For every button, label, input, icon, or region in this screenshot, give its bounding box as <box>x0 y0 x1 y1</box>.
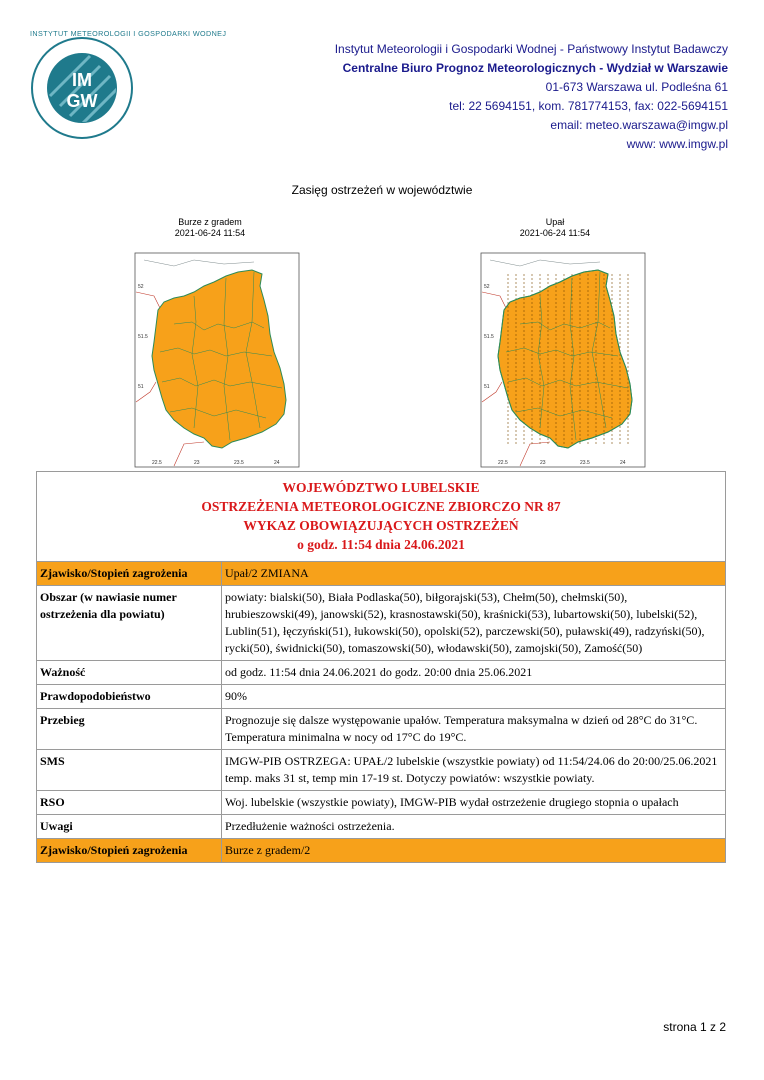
imgw-logo <box>30 29 227 140</box>
email-line: email: meteo.warszawa@imgw.pl <box>550 118 728 132</box>
table-row <box>37 815 726 839</box>
table-row <box>37 586 726 661</box>
department-name: Centralne Biuro Prognoz Meteorologicznych - Wydział w Warszawie <box>342 61 728 75</box>
map-caption-heat <box>480 217 630 239</box>
section-title: Zasięg ostrzeżeń w województwie <box>291 183 473 197</box>
map-title: Burze z gradem <box>178 217 242 227</box>
row-value: powiaty: bialski(50), Biała Podlaska(50), biłgorajski(53), Chełm(50), chełmski(50), hrubieszowski(49), janowski(52), krasnostawski(50), kraśnicki(53), lubartowski(50), lubelski(52), Lublin(51), łęczyński(51), łukowski(50), opolski(52), parczewski(50), puławski(49), radzyński(50), rycki(50), świdnicki(50), tomaszowski(50), włodawski(50), zamojski(50), Zamość(50) <box>222 586 726 661</box>
row-value: Upał/2 ZMIANA <box>222 562 726 586</box>
row-label: Przebieg <box>37 709 222 750</box>
row-label: Ważność <box>37 661 222 685</box>
row-label: SMS <box>37 750 222 791</box>
table-heading <box>37 472 726 562</box>
institute-header <box>208 40 728 154</box>
row-label: Zjawisko/Stopień zagrożenia <box>37 839 222 863</box>
list-title: WYKAZ OBOWIĄZUJĄCYCH OSTRZEŻEŃ <box>243 518 519 533</box>
table-row <box>37 709 726 750</box>
x-tick-label: 23.5 <box>234 460 244 466</box>
y-tick-label: 51.5 <box>484 334 494 340</box>
row-value: Burze z gradem/2 <box>222 839 726 863</box>
x-tick-label: 24 <box>274 460 280 466</box>
y-tick-label: 52 <box>484 284 490 290</box>
x-tick-label: 24 <box>620 460 626 466</box>
warnings-table <box>36 471 726 863</box>
x-tick-label: 22.5 <box>152 460 162 466</box>
page-number: strona 1 z 2 <box>663 1020 726 1034</box>
table-row <box>37 791 726 815</box>
row-label: Uwagi <box>37 815 222 839</box>
bulletin-number: OSTRZEŻENIA METEOROLOGICZNE ZBIORCZO NR 87 <box>201 499 561 514</box>
region-name: WOJEWÓDZTWO LUBELSKIE <box>282 480 480 495</box>
warning-map-hail <box>134 252 300 472</box>
row-value: Woj. lubelskie (wszystkie powiaty), IMGW-PIB wydał ostrzeżenie drugiego stopnia o upałach <box>222 791 726 815</box>
row-value: Prognozuje się dalsze występowanie upałów. Temperatura maksymalna w dzień od 28°C do 31°C. Temperatura minimalna w nocy od 17°C do 19°C. <box>222 709 726 750</box>
table-row <box>37 661 726 685</box>
map-date: 2021-06-24 11:54 <box>174 228 246 238</box>
y-tick-label: 51.5 <box>138 334 148 340</box>
row-value: 90% <box>222 685 726 709</box>
y-tick-label: 51 <box>138 384 144 390</box>
row-value: Przedłużenie ważności ostrzeżenia. <box>222 815 726 839</box>
row-label: Prawdopodobieństwo <box>37 685 222 709</box>
institute-name: Instytut Meteorologii i Gospodarki Wodnej - Państwowy Instytut Badawczy <box>334 42 728 56</box>
row-label: Zjawisko/Stopień zagrożenia <box>37 562 222 586</box>
svg-text:GW: GW <box>66 91 98 111</box>
warning-map-heat <box>480 252 646 472</box>
y-tick-label: 52 <box>138 284 144 290</box>
table-row <box>37 750 726 791</box>
row-label: RSO <box>37 791 222 815</box>
row-value: od godz. 11:54 dnia 24.06.2021 do godz. 20:00 dnia 25.06.2021 <box>222 661 726 685</box>
map-title: Upał <box>545 217 565 227</box>
table-row <box>37 685 726 709</box>
map-caption-hail <box>135 217 285 239</box>
y-tick-label: 51 <box>484 384 490 390</box>
www-line: www: www.imgw.pl <box>626 137 728 151</box>
row-value: IMGW-PIB OSTRZEGA: UPAŁ/2 lubelskie (wszystkie powiaty) od 11:54/24.06 do 20:00/25.06.2021 temp. maks 31 st, temp min 17-19 st. Dotyczy powiatów: wszystkie powiaty. <box>222 750 726 791</box>
x-tick-label: 23.5 <box>580 460 590 466</box>
x-tick-label: 22.5 <box>498 460 508 466</box>
phone-line: tel: 22 5694151, kom. 781774153, fax: 022-5694151 <box>449 99 728 113</box>
row-label: Obszar (w nawiasie numer ostrzeżenia dla powiatu) <box>37 586 222 661</box>
table-row <box>37 562 726 586</box>
address: 01-673 Warszawa ul. Podleśna 61 <box>545 80 728 94</box>
x-tick-label: 23 <box>194 460 200 466</box>
svg-text:IM: IM <box>72 70 92 90</box>
table-row <box>37 839 726 863</box>
logo-ring-text: INSTYTUT METEOROLOGII I GOSPODARKI WODNEJ <box>30 29 227 38</box>
issue-time: o godz. 11:54 dnia 24.06.2021 <box>297 537 465 552</box>
x-tick-label: 23 <box>540 460 546 466</box>
map-date: 2021-06-24 11:54 <box>519 228 591 238</box>
